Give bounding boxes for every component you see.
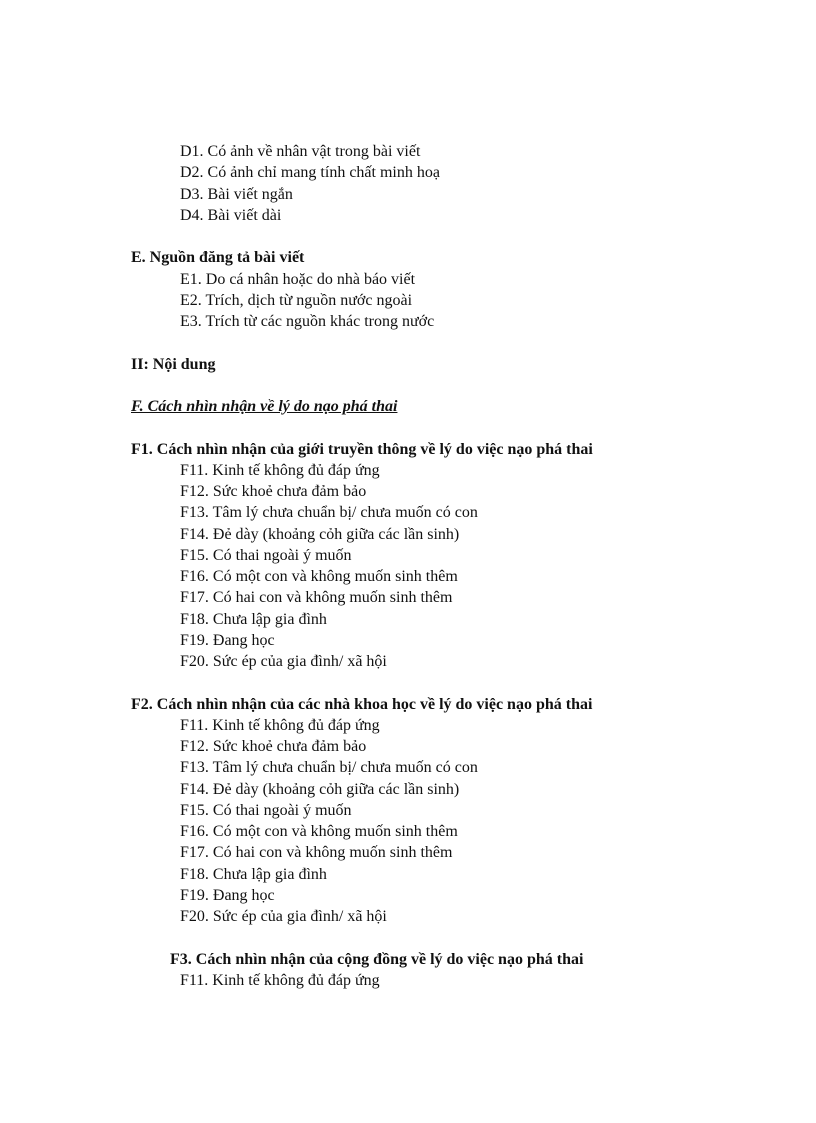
list-item: F17. Có hai con và không muốn sinh thêm <box>180 589 453 607</box>
list-item: E1. Do cá nhân hoặc do nhà báo viết <box>180 270 416 288</box>
list-item: F12. Sức khoẻ chưa đảm bảo <box>180 483 367 500</box>
list-item: F15. Có thai ngoài ý muốn <box>180 546 352 564</box>
list-item: F18. Chưa lập gia đình <box>180 865 327 883</box>
list-item: F16. Có một con và không muốn sinh thêm <box>180 823 458 840</box>
list-item: F19. Đang học <box>180 886 275 904</box>
list-item: F20. Sức ép của gia đình/ xã hội <box>180 908 387 925</box>
f1-list <box>0 460 816 673</box>
list-item: F19. Đang học <box>180 631 275 649</box>
list-item: F15. Có thai ngoài ý muốn <box>180 801 352 819</box>
f1-heading: F1. Cách nhìn nhận của giới truyền thông về lý do việc nạo phá thai <box>131 440 593 458</box>
section-f-heading: F. Cách nhìn nhận về lý do nạo phá thai <box>131 398 398 415</box>
list-item: F17. Có hai con và không muốn sinh thêm <box>180 844 453 862</box>
list-item: F13. Tâm lý chưa chuẩn bị/ chưa muốn có con <box>180 759 478 777</box>
list-item: F20. Sức ép của gia đình/ xã hội <box>180 653 387 670</box>
list-item: F11. Kinh tế không đủ đáp ứng <box>180 461 380 479</box>
f3-list <box>0 970 816 991</box>
f3-heading: F3. Cách nhìn nhận của cộng đồng về lý do việc nạo phá thai <box>170 950 584 968</box>
list-item: D3. Bài viết ngắn <box>180 185 293 203</box>
f2-list <box>0 715 816 928</box>
list-item: F14. Đẻ dày (khoảng cỏh giữa các lần sinh) <box>180 780 460 798</box>
part-ii-heading: II: Nội dung <box>131 355 216 373</box>
list-item: F11. Kinh tế không đủ đáp ứng <box>180 971 380 989</box>
list-item: F18. Chưa lập gia đình <box>180 610 327 628</box>
list-item: F13. Tâm lý chưa chuẩn bị/ chưa muốn có con <box>180 504 478 522</box>
section-e-heading: E. Nguồn đăng tả bài viết <box>131 249 305 267</box>
f2-heading: F2. Cách nhìn nhận của các nhà khoa học về lý do việc nạo phá thai <box>131 695 593 713</box>
list-item: D2. Có ảnh chỉ mang tính chất minh hoạ <box>180 164 440 182</box>
document-page <box>0 141 816 991</box>
list-item: F11. Kinh tế không đủ đáp ứng <box>180 716 380 734</box>
list-item: F16. Có một con và không muốn sinh thêm <box>180 568 458 585</box>
list-item: D1. Có ảnh về nhân vật trong bài viết <box>180 143 421 160</box>
list-item: D4. Bài viết dài <box>180 206 282 224</box>
list-item: F14. Đẻ dày (khoảng cỏh giữa các lần sinh) <box>180 525 460 543</box>
list-item: E3. Trích từ các nguồn khác trong nước <box>180 313 435 330</box>
list-item: E2. Trích, dịch từ nguồn nước ngoài <box>180 291 413 309</box>
list-item: F12. Sức khoẻ chưa đảm bảo <box>180 738 367 755</box>
